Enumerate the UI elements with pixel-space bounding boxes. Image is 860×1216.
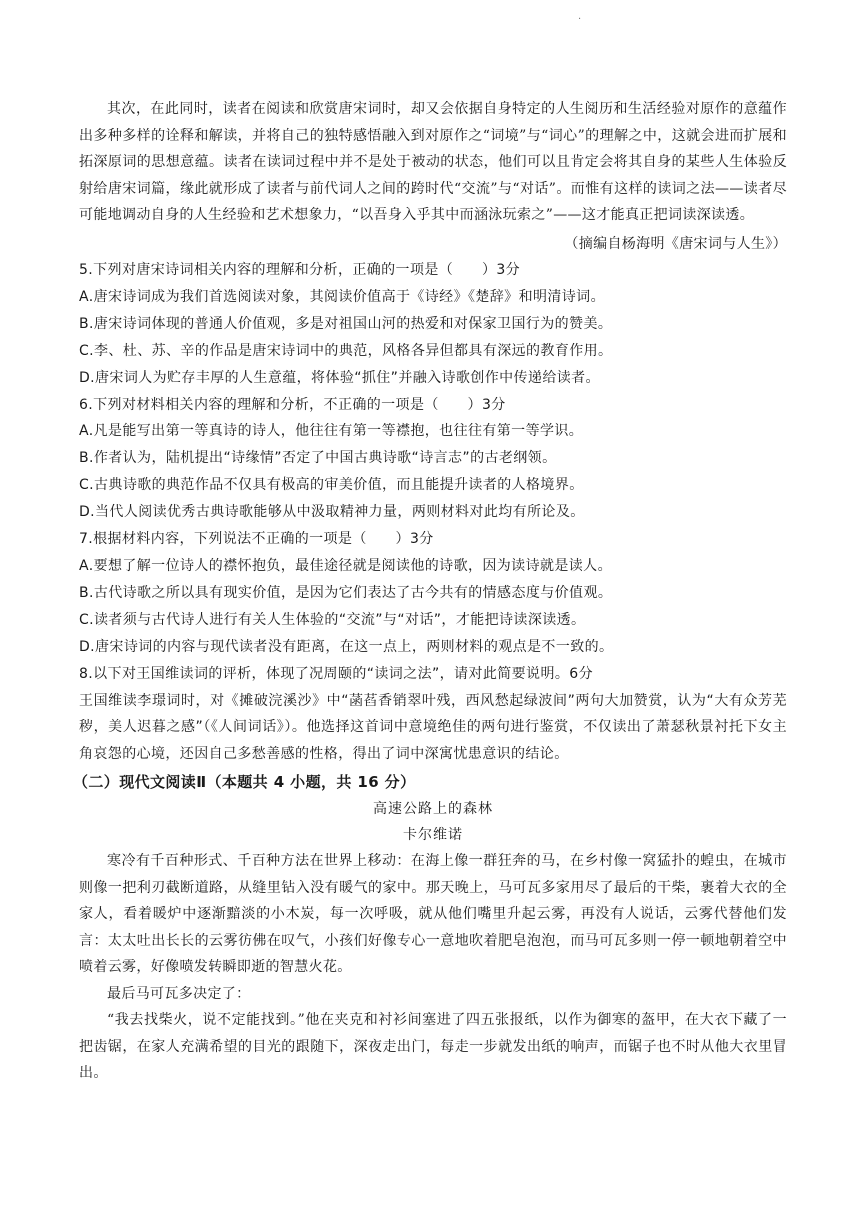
option-c: C.李、杜、苏、辛的作品是唐宋诗词中的典范，风格各异但都具有深远的教育作用。 [79,342,613,359]
option-a: A.唐宋诗词成为我们首选阅读对象，其阅读价值高于《诗经》《楚辞》和明清诗词。 [79,288,605,305]
option-b: B.古代诗歌之所以具有现实价值，是因为它们表达了古今共有的情感态度与价值观。 [79,584,613,601]
document-content [73,96,787,1087]
option-d: D.唐宋诗词的内容与现代读者没有距离，在这一点上，两则材料的观点是不一致的。 [79,638,614,655]
option-b: B.作者认为，陆机提出“诗缘情”否定了中国古典诗歌“诗言志”的古老纲领。 [79,450,557,467]
option-c: C.读者须与古代诗人进行有关人生体验的“交流”与“对话”，才能把诗读深读透。 [79,611,586,628]
story-paragraph: 寒冷有千百种形式、千百种方法在世界上移动：在海上像一群狂奔的马，在乡村像一窝猛扑的蝗虫，在城市则像一把利刃截断道路，从缝里钻入没有暖气的家中。那天晚上，马可瓦多家用尽了最后的干柴，裹着大衣的全家人，看着暖炉中逐渐黯淡的小木炭，每一次呼吸，就从他们嘴里升起云雾，再没有人说话，云雾代替他们发言：太太吐出长长的云雾彷佛在叹气，小孩们好像专心一意地吹着肥皂泡泡，而马可瓦多则一停一顿地朝着空中喷着云雾，好像喷发转瞬即逝的智慧火花。 [79,853,787,976]
question-6 [79,392,787,527]
story-author: 卡尔维诺 [403,827,463,844]
option-c: C.古典诗歌的典范作品不仅具有极高的审美价值，而且能提升读者的人格境界。 [79,477,584,494]
question-stem: 6.下列对材料相关内容的理解和分析，不正确的一项是（ ）3分 [79,396,506,413]
question-5 [79,257,787,392]
passage-source: （摘编自杨海明《唐宋词与人生》） [564,235,787,252]
option-a: A.要想了解一位诗人的襟怀抱负，最佳途径就是阅读他的诗歌，因为读诗就是读人。 [79,557,612,574]
page-top-mark: · [578,14,582,25]
question-stem: 8.以下对王国维读词的评析，体现了况周颐的“读词之法”，请对此简要说明。6分 [79,665,593,682]
option-d: D.当代人阅读优秀古典诗歌能够从中汲取精神力量，两则材料对此均有所论及。 [79,504,585,521]
option-a: A.凡是能写出第一等真诗的诗人，他往往有第一等襟抱，也往往有第一等学识。 [79,423,584,440]
passage-paragraph: 其次，在此同时，读者在阅读和欣赏唐宋词时，却又会依据自身特定的人生阅历和生活经验对原作的意蕴作出多种多样的诠释和解读，并将自己的独特感悟融入到对原作之“词境”与“词心”的理解之中，这就会进而扩展和拓深原词的思想意蕴。读者在读词过程中并不是处于被动的状态，他们可以且肯定会将其自身的某些人生体验反射给唐宋词篇，缘此就形成了读者与前代词人之间的跨时代“交流”与“对话”。而惟有这样的读词之法——读者尽可能地调动自身的人生经验和艺术想象力，“以吾身入乎其中而涵泳玩索之”——这才能真正把词读深读透。 [79,101,787,223]
question-8 [79,661,787,769]
section-heading: （二）现代文阅读Ⅱ（本题共 4 小题，共 16 分） [73,773,416,792]
question-body: 王国维读李璟词时，对《摊破浣溪沙》中“菡萏香销翠叶残，西风愁起绿波间”两句大加赞赏，认为“大有众芳芜秽，美人迟暮之感”（《人间词话》）。他选择这首词中意境绝佳的两句进行鉴赏，不仅读出了萧瑟秋景衬托下女主角哀怨的心境，还因自己多愁善感的性格，得出了词中深寓忧患意识的结论。 [79,692,787,763]
question-7 [79,526,787,661]
story-paragraph: “我去找柴火，说不定能找到。”他在夹克和衬衫间塞进了四五张报纸，以作为御寒的盔甲，在大衣下藏了一把齿锯，在家人充满希望的目光的跟随下，深夜走出门，每走一步就发出纸的响声，而锯子也不时从他大衣里冒出。 [79,1012,787,1082]
question-stem: 5.下列对唐宋诗词相关内容的理解和分析，正确的一项是（ ）3分 [79,262,521,278]
option-b: B.唐宋诗词体现的普通人价值观，多是对祖国山河的热爱和对保家卫国行为的赞美。 [79,315,613,332]
story-paragraph: 最后马可瓦多决定了： [107,985,251,1002]
option-d: D.唐宋词人为贮存丰厚的人生意蕴，将体验“抓住”并融入诗歌创作中传递给读者。 [79,369,600,386]
question-stem: 7.根据材料内容，下列说法不正确的一项是（ ）3分 [79,531,434,548]
story-title: 高速公路上的森林 [373,801,493,818]
